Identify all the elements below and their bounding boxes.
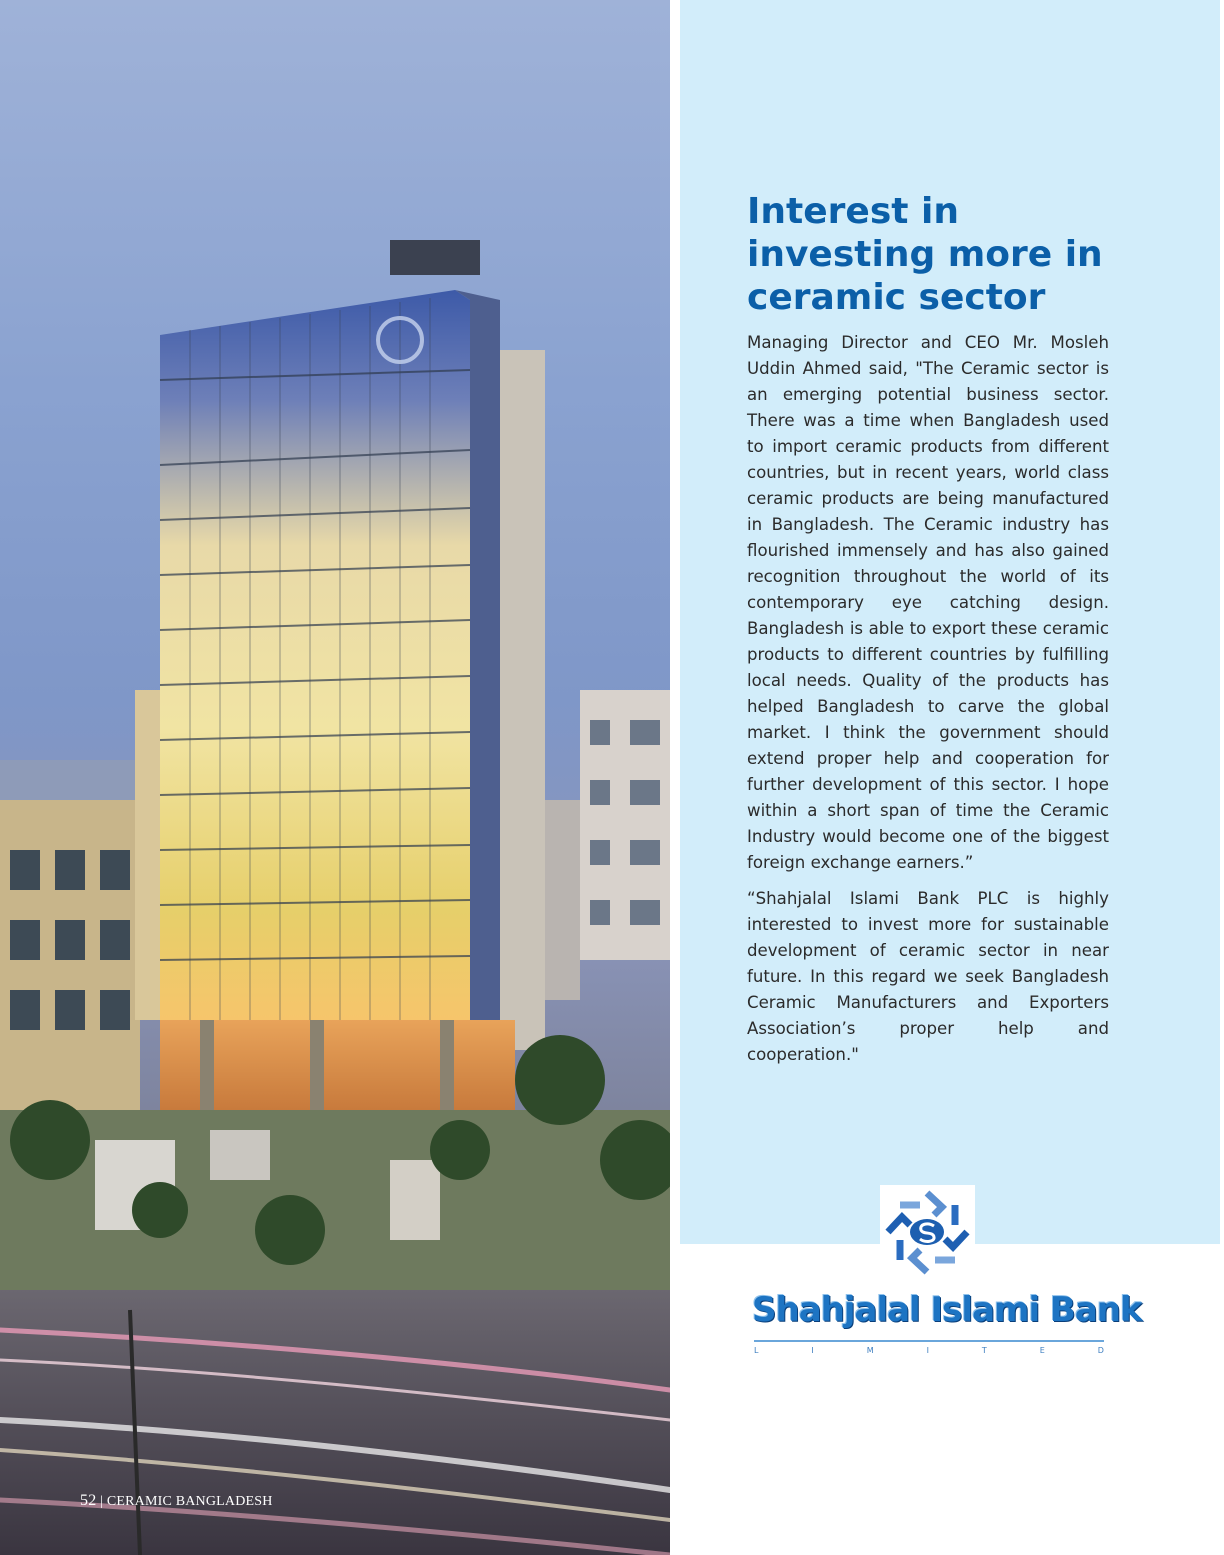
logo-limited-text xyxy=(754,1346,1104,1355)
emblem-graphic xyxy=(880,1185,975,1280)
logo-letter: L xyxy=(754,1346,759,1355)
column-gutter xyxy=(670,0,680,1555)
logo-letter: T xyxy=(981,1346,987,1355)
article-body xyxy=(747,330,1109,1078)
logo-letter: M xyxy=(866,1346,874,1355)
logo-letter: D xyxy=(1097,1346,1104,1355)
publication-name: CERAMIC BANGLADESH xyxy=(106,1494,273,1509)
bank-logo-name: Shahjalal Islami Bank xyxy=(752,1290,1142,1330)
logo-divider xyxy=(754,1340,1104,1342)
shahjalal-bank-emblem-icon xyxy=(880,1185,975,1280)
logo-letter: E xyxy=(1039,1346,1045,1355)
article-paragraph: Managing Director and CEO Mr. Mosleh Uddin Ahmed said, "The Ceramic sector is an emerging potential business sector. There was a time when Bangladesh used to import ceramic products from different countries, but in recent years, world class ceramic products are being manufactured in Bangladesh. The Ceramic industry has flourished immensely and has also gained recognition throughout the world of its contemporary eye catching design. Bangladesh is able to export these ceramic products to different countries by fulfilling local needs. Quality of the products has helped Bangladesh to carve the global market. I think the government should extend proper help and cooperation for further development of this sector. I hope within a short span of time the Ceramic Industry would become one of the biggest foreign exchange earners.” xyxy=(747,333,1109,872)
footer-separator: | xyxy=(96,1494,107,1509)
logo-letter: I xyxy=(926,1346,929,1355)
logo-letter: I xyxy=(811,1346,814,1355)
page-number: 52 xyxy=(80,1492,97,1509)
page-footer xyxy=(80,1492,273,1510)
article-headline: Interest in investing more in ceramic sector xyxy=(747,191,1103,318)
article-paragraph: “Shahjalal Islami Bank PLC is highly interested to invest more for sustainable development of ceramic sector in near future. In this regard we seek Bangladesh Ceramic Manufacturers and Exporters Association’s proper help and cooperation." xyxy=(747,889,1109,1064)
